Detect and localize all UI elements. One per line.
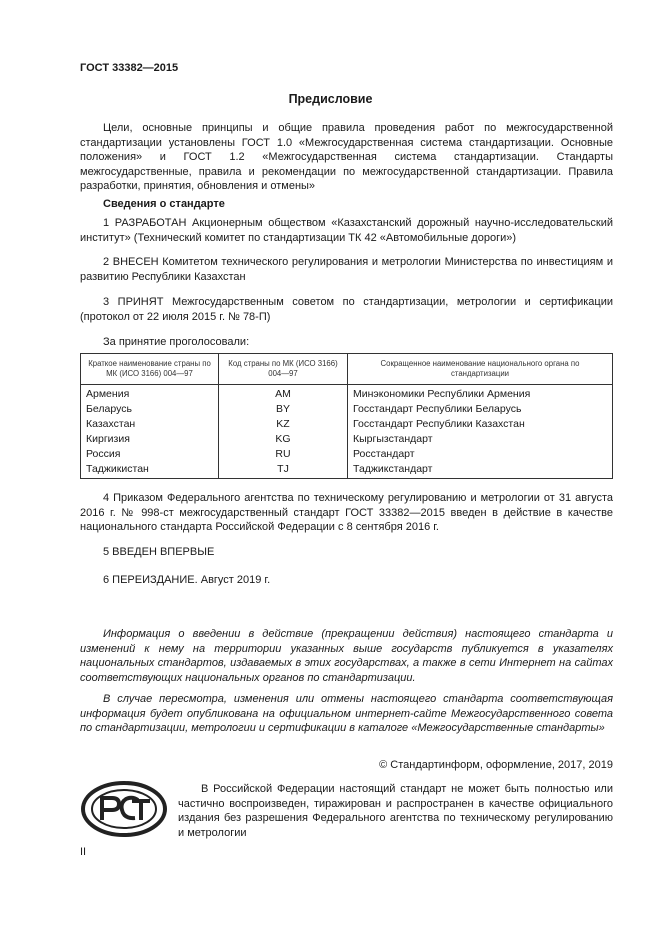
table-row [81, 462, 613, 479]
page-title: Предисловие [288, 92, 373, 106]
header-country-code: Код страны по МК (ИСО 3166) 004—97 [219, 354, 348, 385]
country-code: KG [219, 432, 348, 447]
copyright-notice: В Российской Федерации настоящий стандарт не может быть полностью или частично воспроизведен, тиражирован и распространен в качестве официального издания без разрешения Федерального агентства по техническому регулированию и метрологии [178, 783, 613, 839]
standards-body: Кыргызстандарт [348, 432, 613, 447]
vote-table [80, 353, 613, 479]
standards-body: Таджикстандарт [348, 462, 613, 479]
section-heading: Сведения о стандарте [103, 198, 225, 210]
standards-body: Росстандарт [348, 447, 613, 462]
item-1-developed: 1 РАЗРАБОТАН Акционерным обществом «Казахстанский дорожный научно-исследовательский институт» (Технический комитет по стандартизации ТК 42 «Автомобильные дороги») [80, 217, 613, 244]
country-code: KZ [219, 417, 348, 432]
country-code: AM [219, 385, 348, 402]
country-name: Таджикистан [81, 462, 219, 479]
standards-body: Госстандарт Республики Казахстан [348, 417, 613, 432]
country-name: Беларусь [81, 402, 219, 417]
item-4-order: 4 Приказом Федерального агентства по техническому регулированию и метрологии от 31 августа 2016 г. № 998-ст межгосударственный стандарт ГОСТ 33382—2015 введен в действие в качестве национального стандарта Российской Федерации с 8 сентября 2016 г. [80, 492, 613, 533]
document-code: ГОСТ 33382—2015 [80, 62, 179, 74]
copyright-line: © Стандартинформ, оформление, 2017, 2019 [379, 759, 613, 771]
table-row [81, 402, 613, 417]
table-row [81, 417, 613, 432]
table-row [81, 385, 613, 402]
item-2-introduced: 2 ВНЕСЕН Комитетом технического регулирования и метрологии Министерства по инвестициям и развитию Республики Казахстан [80, 256, 613, 283]
item-5-first-introduced: 5 ВВЕДЕН ВПЕРВЫЕ [103, 546, 215, 558]
table-row [81, 432, 613, 447]
country-code: RU [219, 447, 348, 462]
vote-table-header-row [81, 354, 613, 385]
country-name: Киргизия [81, 432, 219, 447]
info-paragraph-1: Информация о введении в действие (прекращении действия) настоящего стандарта и изменений к нему на территории указанных выше государств публикуется в указателях национальных стандартов, издаваемых в этих государствах, а также в сети Интернет на сайтах соответствующих национальных органов по стандартизации. [80, 628, 613, 684]
country-name: Россия [81, 447, 219, 462]
country-name: Казахстан [81, 417, 219, 432]
intro-paragraph: Цели, основные принципы и общие правила проведения работ по межгосударственной стандартизации установлены ГОСТ 1.0 «Межгосударственная система стандартизации. Основные положения» и ГОСТ 1.2 «Межгосударственная система стандартизации. Стандарты межгосударственные, правила и рекомендации по межгосударственной стандартизации. Правила разработки, принятия, обновления и отмены» [80, 122, 613, 192]
header-standards-body: Сокращенное наименование национального органа по стандартизации [348, 354, 613, 385]
item-6-reissue: 6 ПЕРЕИЗДАНИЕ. Август 2019 г. [103, 574, 271, 586]
item-3-adopted: 3 ПРИНЯТ Межгосударственным советом по стандартизации, метрологии и сертификации (протокол от 22 июля 2015 г. № 78-П) [80, 296, 613, 323]
header-country-name: Краткое наименование страны по МК (ИСО 3166) 004—97 [81, 354, 219, 385]
standards-body: Минэкономики Республики Армения [348, 385, 613, 402]
table-row [81, 447, 613, 462]
standards-body: Госстандарт Республики Беларусь [348, 402, 613, 417]
country-code: TJ [219, 462, 348, 479]
country-code: BY [219, 402, 348, 417]
info-paragraph-2: В случае пересмотра, изменения или отмены настоящего стандарта соответствующая информация будет опубликована на официальном интернет-сайте Межгосударственного совета по стандартизации, метрологии и сертификации в каталоге «Межгосударственные стандарты» [80, 693, 613, 734]
rst-logo [80, 779, 168, 839]
vote-label: За принятие проголосовали: [103, 336, 250, 348]
country-name: Армения [81, 385, 219, 402]
page-number: II [80, 846, 87, 858]
